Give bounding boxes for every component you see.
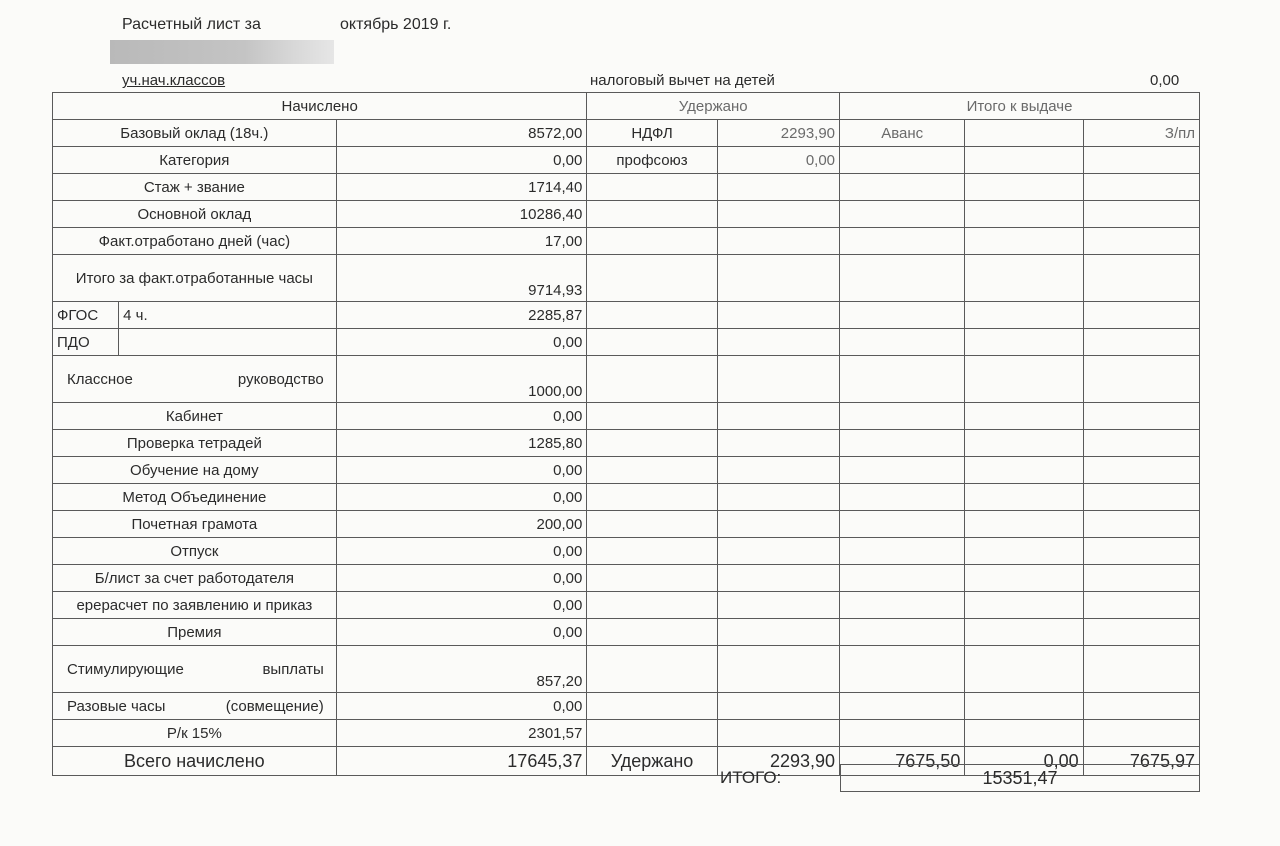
accrued-row [53, 329, 1200, 356]
accrued-header: Начислено [53, 93, 587, 120]
accrued-value: 0,00 [336, 619, 587, 646]
payout-advance [840, 619, 965, 646]
payout-salary [1083, 403, 1199, 430]
payout-salary [1083, 619, 1199, 646]
payout-advance [840, 457, 965, 484]
accrued-value: 0,00 [336, 484, 587, 511]
accrued-row [53, 646, 1200, 693]
payout-middle [965, 511, 1083, 538]
payout-middle [965, 619, 1083, 646]
withheld-label: НДФЛ [587, 120, 717, 147]
payout-salary [1083, 720, 1199, 747]
grand-total-label: ИТОГО: [720, 768, 782, 787]
accrued-row [53, 511, 1200, 538]
payout-salary [1083, 565, 1199, 592]
accrued-label: Почетная грамота [53, 511, 337, 538]
payout-middle [965, 302, 1083, 329]
accrued-label [53, 646, 337, 693]
payout-salary [1083, 201, 1199, 228]
accrued-row [53, 619, 1200, 646]
grand-total-value: 15351,47 [840, 764, 1200, 792]
payout-advance [840, 329, 965, 356]
withheld-value [717, 720, 839, 747]
accrued-row [53, 430, 1200, 457]
withheld-label [587, 174, 717, 201]
payout-middle [965, 174, 1083, 201]
payout-middle [965, 356, 1083, 403]
accrued-value: 1000,00 [336, 356, 587, 403]
payout-advance [840, 228, 965, 255]
accrued-value: 9714,93 [336, 255, 587, 302]
withheld-label [587, 302, 717, 329]
total-withheld-label: Удержано [587, 747, 717, 776]
accrued-value: 10286,40 [336, 201, 587, 228]
total-withheld-value: 2293,90 [717, 747, 839, 776]
payout-middle [965, 228, 1083, 255]
withheld-label [587, 457, 717, 484]
accrued-label: Факт.отработано дней (час) [53, 228, 337, 255]
withheld-value [717, 457, 839, 484]
withheld-label [587, 484, 717, 511]
payout-advance [840, 430, 965, 457]
accrued-value: 8572,00 [336, 120, 587, 147]
payout-middle [965, 430, 1083, 457]
payout-salary [1083, 646, 1199, 693]
payout-middle [965, 120, 1083, 147]
accrued-value: 2285,87 [336, 302, 587, 329]
payout-middle [965, 484, 1083, 511]
accrued-code: ФГОС [53, 302, 119, 329]
payout-salary [1083, 174, 1199, 201]
accrued-value: 1285,80 [336, 430, 587, 457]
withheld-label [587, 693, 717, 720]
payout-middle [965, 329, 1083, 356]
withheld-value [717, 356, 839, 403]
payout-middle [965, 457, 1083, 484]
withheld-header: Удержано [587, 93, 840, 120]
tax-deduction-label: налоговый вычет на детей [590, 72, 775, 89]
withheld-label [587, 430, 717, 457]
withheld-label [587, 356, 717, 403]
withheld-value [717, 403, 839, 430]
accrued-value: 0,00 [336, 147, 587, 174]
withheld-label [587, 228, 717, 255]
payout-advance [840, 484, 965, 511]
withheld-value [717, 619, 839, 646]
accrued-value: 857,20 [336, 646, 587, 693]
accrued-label [119, 329, 337, 356]
total-payout-salary: 7675,97 [1083, 747, 1199, 776]
accrued-row [53, 174, 1200, 201]
payout-salary [1083, 329, 1199, 356]
accrued-value: 0,00 [336, 457, 587, 484]
accrued-value: 0,00 [336, 592, 587, 619]
withheld-label [587, 565, 717, 592]
accrued-label: Премия [53, 619, 337, 646]
payout-salary-label: З/пл [1083, 120, 1199, 147]
withheld-value [717, 228, 839, 255]
accrued-label: Б/лист за счет работодателя [53, 565, 337, 592]
accrued-row [53, 720, 1200, 747]
accrued-label: Базовый оклад (18ч.) [53, 120, 337, 147]
accrued-value: 200,00 [336, 511, 587, 538]
payout-advance [840, 147, 965, 174]
payout-middle [965, 565, 1083, 592]
accrued-row [53, 356, 1200, 403]
accrued-row [53, 484, 1200, 511]
payout-advance [840, 693, 965, 720]
accrued-row [53, 255, 1200, 302]
withheld-value [717, 255, 839, 302]
withheld-value [717, 646, 839, 693]
payout-salary [1083, 228, 1199, 255]
payout-advance [840, 511, 965, 538]
tax-deduction-value: 0,00 [1150, 72, 1180, 89]
accrued-label-left: Разовые часы [67, 697, 166, 715]
payout-salary [1083, 484, 1199, 511]
payout-salary [1083, 430, 1199, 457]
withheld-value: 0,00 [717, 147, 839, 174]
accrued-label: 4 ч. [119, 302, 337, 329]
withheld-value [717, 565, 839, 592]
sheet-period: октябрь 2019 г. [340, 16, 452, 33]
redacted-name [110, 40, 334, 64]
withheld-label [587, 255, 717, 302]
accrued-value: 0,00 [336, 565, 587, 592]
payout-middle [965, 403, 1083, 430]
withheld-label: профсоюз [587, 147, 717, 174]
withheld-value [717, 302, 839, 329]
accrued-label: Категория [53, 147, 337, 174]
header-row [53, 93, 1200, 120]
payout-advance [840, 720, 965, 747]
payout-salary [1083, 511, 1199, 538]
withheld-label [587, 646, 717, 693]
payout-advance [840, 174, 965, 201]
accrued-value: 1714,40 [336, 174, 587, 201]
withheld-value: 2293,90 [717, 120, 839, 147]
accrued-label: Обучение на дому [53, 457, 337, 484]
accrued-row [53, 120, 1200, 147]
payout-salary [1083, 592, 1199, 619]
payslip-table [52, 92, 1200, 776]
withheld-label [587, 511, 717, 538]
payout-middle [965, 720, 1083, 747]
payout-header: Итого к выдаче [840, 93, 1200, 120]
payout-middle [965, 693, 1083, 720]
accrued-row [53, 403, 1200, 430]
accrued-row [53, 592, 1200, 619]
accrued-row [53, 538, 1200, 565]
payout-middle [965, 538, 1083, 565]
payout-salary [1083, 538, 1199, 565]
accrued-code: ПДО [53, 329, 119, 356]
withheld-value [717, 430, 839, 457]
payout-salary [1083, 457, 1199, 484]
accrued-label-right: выплаты [262, 660, 324, 678]
accrued-label [53, 356, 337, 403]
withheld-value [717, 201, 839, 228]
withheld-label [587, 592, 717, 619]
accrued-row [53, 228, 1200, 255]
withheld-value [717, 174, 839, 201]
withheld-label [587, 720, 717, 747]
payout-salary [1083, 693, 1199, 720]
withheld-value [717, 511, 839, 538]
accrued-label: Стаж + звание [53, 174, 337, 201]
payout-middle [965, 592, 1083, 619]
withheld-value [717, 592, 839, 619]
accrued-row [53, 457, 1200, 484]
withheld-label [587, 538, 717, 565]
payout-advance [840, 356, 965, 403]
payout-advance [840, 538, 965, 565]
payout-salary [1083, 255, 1199, 302]
accrued-row [53, 201, 1200, 228]
withheld-label [587, 329, 717, 356]
accrued-row [53, 565, 1200, 592]
withheld-value [717, 538, 839, 565]
payout-middle [965, 646, 1083, 693]
withheld-label [587, 403, 717, 430]
payout-advance [840, 201, 965, 228]
total-accrued-value: 17645,37 [336, 747, 587, 776]
payout-advance-label: Аванс [840, 120, 965, 147]
payout-advance [840, 255, 965, 302]
accrued-label [53, 693, 337, 720]
payout-middle [965, 201, 1083, 228]
accrued-value: 17,00 [336, 228, 587, 255]
payout-salary [1083, 147, 1199, 174]
withheld-value [717, 484, 839, 511]
accrued-row [53, 693, 1200, 720]
total-accrued-label: Всего начислено [53, 747, 337, 776]
accrued-value: 0,00 [336, 329, 587, 356]
payout-advance [840, 565, 965, 592]
payout-middle [965, 147, 1083, 174]
accrued-label: Р/к 15% [53, 720, 337, 747]
accrued-value: 0,00 [336, 403, 587, 430]
accrued-label: Отпуск [53, 538, 337, 565]
accrued-label-right: руководство [237, 370, 324, 388]
total-payout-middle: 0,00 [965, 747, 1083, 776]
payout-salary [1083, 356, 1199, 403]
withheld-value [717, 693, 839, 720]
accrued-label: Основной оклад [53, 201, 337, 228]
accrued-label: Проверка тетрадей [53, 430, 337, 457]
accrued-label: ерерасчет по заявлению и приказ [53, 592, 337, 619]
accrued-label-left: Классное [67, 370, 133, 388]
accrued-row [53, 302, 1200, 329]
payout-advance [840, 592, 965, 619]
accrued-label: Кабинет [53, 403, 337, 430]
payout-advance [840, 302, 965, 329]
accrued-label: Итого за факт.отработанные часы [53, 255, 337, 302]
withheld-value [717, 329, 839, 356]
payout-advance [840, 646, 965, 693]
withheld-label [587, 619, 717, 646]
accrued-value: 0,00 [336, 538, 587, 565]
accrued-label-left: Стимулирующие [67, 660, 184, 678]
payout-salary [1083, 302, 1199, 329]
accrued-value: 2301,57 [336, 720, 587, 747]
payout-middle [965, 255, 1083, 302]
accrued-label-right: (совмещение) [225, 697, 324, 715]
sheet-title-prefix: Расчетный лист за [122, 16, 261, 33]
accrued-row [53, 147, 1200, 174]
employee-position: уч.нач.классов [122, 72, 226, 89]
payout-advance [840, 403, 965, 430]
total-payout-advance: 7675,50 [840, 747, 965, 776]
withheld-label [587, 201, 717, 228]
accrued-label: Метод Объединение [53, 484, 337, 511]
accrued-value: 0,00 [336, 693, 587, 720]
